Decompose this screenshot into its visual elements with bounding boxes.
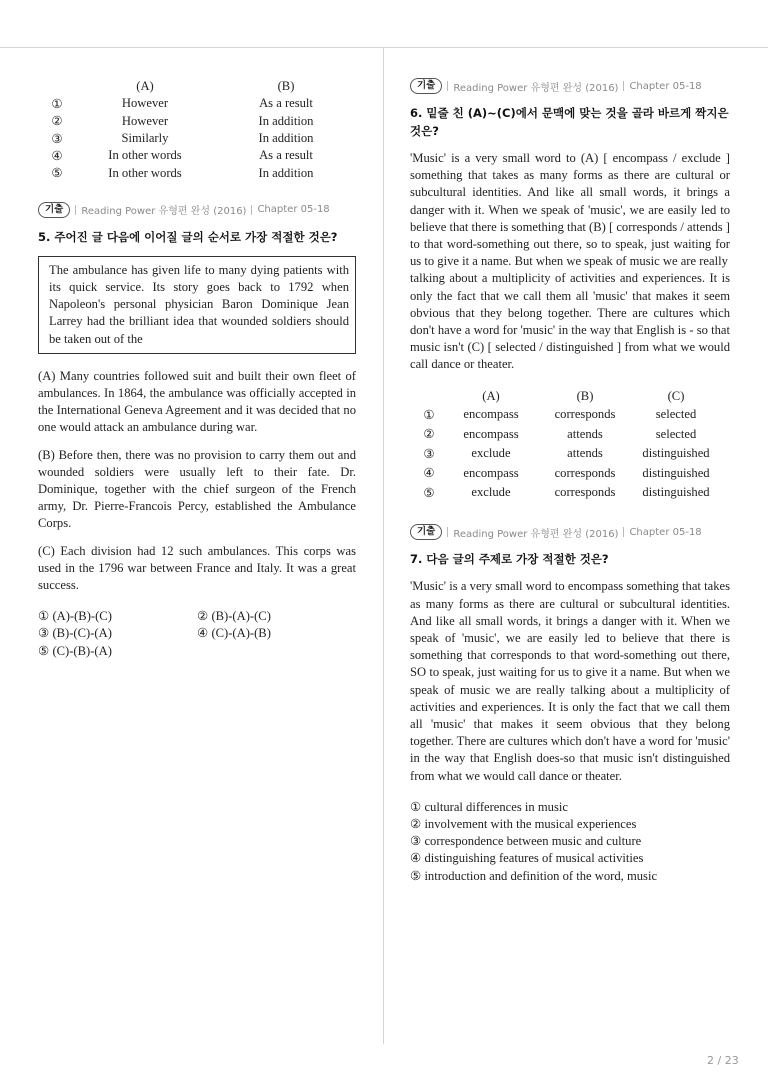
cell: However [121,113,169,128]
cell: In other words [108,165,182,180]
q5-choices [38,608,356,660]
choice-item: ④ distinguishing features of musical activities [410,851,644,866]
q6-header-b: (B) [576,388,594,403]
cell: attends [567,426,603,441]
cell: corresponds [554,407,616,422]
source-tag [410,78,730,94]
tag-separator [623,81,624,91]
choice-item: ① (A)-(B)-(C) [38,609,112,624]
right-column [410,78,730,885]
source-tag [38,202,356,218]
cell: corresponds [554,465,616,480]
table-row [42,164,354,181]
choice-item: ③ correspondence between music and culture [410,834,642,849]
choice-number: ① [423,407,435,422]
q5-given-passage-box: The ambulance has given life to many dying patients with its quick service. Its story goes back to 1792 when Napoleon's personal physician Baron Dominique Jean Larrey had the brilliant idea that wounded soldiers should be taken out of the [38,256,356,354]
tag-separator [447,527,448,537]
q7-passage: 'Music' is a very small word to encompass something that takes as many forms as there are cultural or subcultural identities. And like all small words, it brings a danger with it. When we speak of 'music', we are easily led to believe that there is something that corresponds to that word-something out there, SO to speak, just waiting for us to give it a name. But when we speak of music we are really talking about a multiplicity of activities and experiences. It is only the fact that we call them all 'music' that makes it seem obvious that they belong together. There are cultures which don't have a word for 'music' in the way that English does-so that music isn't distinguished from what we would call dance or theater. [410,579,730,783]
cell: distinguished [642,485,710,500]
choice-item: ⑤ (C)-(B)-(A) [38,643,112,658]
chapter-label: Chapter 05-18 [629,526,702,538]
exam-badge: 기출 [410,524,442,540]
bracket-choice-a: [ encompass / exclude ] [603,151,730,165]
exam-badge: 기출 [38,202,70,218]
passage-text: 'Music' is a very small word to (A) [410,151,604,165]
source-label: Reading Power 유형편 완성 (2016) [453,82,619,94]
cell: encompass [463,407,519,422]
source-label: Reading Power 유형편 완성 (2016) [453,528,619,540]
bracket-choice-c: [ selected / distinguished ] [487,340,622,355]
cell: encompass [463,465,519,480]
choice-number: ④ [51,148,63,163]
choice-item: ② (B)-(A)-(C) [197,609,271,624]
cell: In addition [258,165,314,180]
passage-text: from what we would call dance or theater. [410,340,730,372]
q5-paragraph-b: (B) Before then, there was no provision to carry them out and wounded soldiers were usually left to their fate. Dr. Dominique, together with the chief surgeon of the French army, Dr. Pierre-Francois Percy, established the Ambulance Corps. [38,447,356,531]
left-column [38,78,356,660]
q7-choices [410,799,730,885]
tag-separator [75,205,76,215]
cell: In addition [258,131,314,146]
table-row [414,463,720,483]
source-label: Reading Power 유형편 완성 (2016) [81,206,247,218]
passage-text: something that takes as many forms as there are cultural or subcultural identities. And like all small words, it brings a danger with it. When we speak of 'music', we are easily led to believe that there is something that (B) [410,168,730,234]
column-divider [383,48,384,1044]
tag-separator [251,205,252,215]
cell: exclude [471,485,511,500]
cell: exclude [471,446,511,461]
choice-item: ① cultural differences in music [410,799,568,814]
exam-badge: 기출 [410,78,442,94]
tag-separator [623,527,624,537]
choice-number: ① [51,96,63,111]
table-row [42,113,354,130]
choice-item: ② involvement with the musical experiences [410,817,637,832]
q6-passage [410,150,730,374]
choice-number: ③ [51,131,63,146]
q5-paragraph-a: (A) Many countries followed suit and built their own fleet of ambulances. In 1864, the ambulance was officially accepted in the International Geneva Agreement and it was decided that no one would attack an ambulance during war. [38,368,356,435]
cell: In other words [108,148,182,163]
header-rule [0,47,768,48]
cell: In addition [258,113,314,128]
choice-item: ④ (C)-(A)-(B) [197,626,271,641]
page-number: 2 / 23 [707,1054,739,1067]
cell: selected [655,407,697,422]
choice-number: ⑤ [51,166,63,181]
table-row [414,424,720,444]
q4-header-a: (A) [136,79,154,94]
cell: corresponds [554,485,616,500]
table-row [414,444,720,464]
table-row [414,483,720,503]
q5-paragraph-c: (C) Each division had 12 such ambulances. This corps was used in the 1796 war between France and Italy. It was a great success. [38,543,356,593]
cell: selected [655,426,697,441]
q6-header-c: (C) [667,388,685,403]
chapter-label: Chapter 05-18 [629,80,702,92]
cell: distinguished [642,465,710,480]
passage-text: to that word-something out there, so to speak, just waiting for us to give it a name. But when we speak of music we are really [410,237,730,269]
chapter-label: Chapter 05-18 [257,204,330,216]
tag-separator [447,81,448,91]
q6-options-table [414,388,720,503]
q4-options-table [42,78,354,182]
source-tag [410,524,730,540]
question-7-title: 7. 다음 글의 주제로 가장 적절한 것은? [410,552,609,567]
table-row [42,147,354,164]
cell: Similarly [121,131,169,146]
table-row [42,130,354,147]
choice-number: ② [423,427,435,442]
choice-item: ⑤ introduction and definition of the word, music [410,868,658,883]
bracket-choice-b: [ corresponds / attends ] [609,219,731,234]
cell: distinguished [642,446,710,461]
choice-item: ③ (B)-(C)-(A) [38,626,112,641]
cell: As a result [259,148,313,163]
question-6-title: 6. 밑줄 친 (A)~(C)에서 문맥에 맞는 것을 골라 바르게 짝지은 것은? [410,106,729,138]
cell: encompass [463,426,519,441]
q6-header-a: (A) [482,388,500,403]
choice-number: ⑤ [423,485,435,500]
cell: As a result [259,96,313,111]
q4-header-b: (B) [277,79,295,94]
table-row [414,405,720,425]
choice-number: ③ [423,446,435,461]
table-row [42,95,354,112]
passage-text: talking about a multiplicity of activities and experiences. It is only the fact that we call them all 'music' that makes it seem obvious that they belong together. There are cultures which don't have a word for 'music' in the way that English is - so that music isn't (C) [410,271,730,355]
cell: However [121,96,169,111]
choice-number: ④ [423,466,435,481]
question-5-title: 5. 주어진 글 다음에 이어질 글의 순서로 가장 적절한 것은? [38,229,338,244]
choice-number: ② [51,114,63,129]
cell: attends [567,446,603,461]
